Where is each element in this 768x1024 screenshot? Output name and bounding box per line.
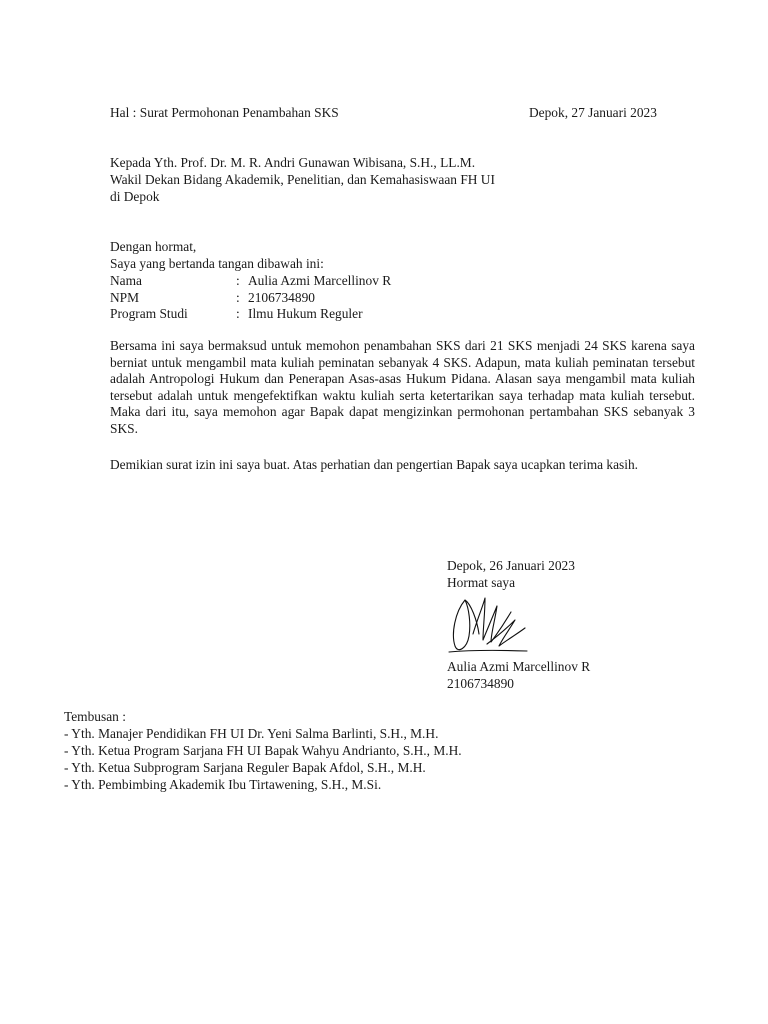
field-label: Nama xyxy=(110,273,142,288)
signer-name: Aulia Azmi Marcellinov R xyxy=(447,659,591,674)
greeting: Dengan hormat, xyxy=(110,239,197,254)
closing-place-date: Depok, 26 Januari 2023 xyxy=(447,558,575,573)
handwritten-signature xyxy=(447,590,537,660)
cc-heading: Tembusan : xyxy=(64,709,126,724)
field-colon: : xyxy=(236,290,240,305)
body-paragraph-closing: Demikian surat izin ini saya buat. Atas perhatian dan pengertian Bapak saya ucapkan terima kasih. xyxy=(110,457,639,472)
intro-sentence: Saya yang bertanda tangan dibawah ini: xyxy=(110,256,324,271)
cc-item: - Yth. Manajer Pendidikan FH UI Dr. Yeni Salma Barlinti, S.H., M.H. xyxy=(64,726,439,741)
cc-item: - Yth. Ketua Subprogram Sarjana Reguler Bapak Afdol, S.H., M.H. xyxy=(64,760,426,775)
cc-item: - Yth. Ketua Program Sarjana FH UI Bapak Wahyu Andrianto, S.H., M.H. xyxy=(64,743,462,758)
recipient-title: Wakil Dekan Bidang Akademik, Penelitian, dan Kemahasiswaan FH UI xyxy=(110,172,495,187)
field-value: 2106734890 xyxy=(248,290,315,305)
field-value: Ilmu Hukum Reguler xyxy=(248,306,363,321)
body-paragraph-request: Bersama ini saya bermaksud untuk memohon penambahan SKS dari 21 SKS menjadi 24 SKS karena saya berniat untuk mengambil mata kuliah peminatan sebanyak 4 SKS. Adapun, mata kuliah peminatan tersebut adalah Antropologi Hukum dan Penerapan Asas-asas Hukum Pidana. Alasan saya mengambil mata kuliah tersebut adalah untuk mengefektifkan waktu kuliah serta ketertarikan saya terhadap mata kuliah tersebut. Maka dari itu, saya memohon agar Bapak dapat mengizinkan permohonan pertambahan SKS sebanyak 3 SKS. xyxy=(110,338,695,436)
closing-block xyxy=(447,557,575,591)
field-label: Program Studi xyxy=(110,306,188,321)
field-value: Aulia Azmi Marcellinov R xyxy=(248,273,392,288)
recipient-name: Kepada Yth. Prof. Dr. M. R. Andri Gunawan Wibisana, S.H., LL.M. xyxy=(110,155,476,170)
closing-salutation: Hormat saya xyxy=(447,575,516,590)
field-colon: : xyxy=(236,273,240,288)
letter-place-date: Depok, 27 Januari 2023 xyxy=(529,105,657,120)
cc-item: - Yth. Pembimbing Akademik Ibu Tirtawening, S.H., M.Si. xyxy=(64,777,382,792)
cc-block xyxy=(64,708,462,793)
field-label: NPM xyxy=(110,290,140,305)
signer-block xyxy=(447,658,590,692)
signer-npm: 2106734890 xyxy=(447,676,514,691)
letter-subject: Hal : Surat Permohonan Penambahan SKS xyxy=(110,105,339,120)
recipient-location: di Depok xyxy=(110,189,160,204)
recipient-block xyxy=(110,154,495,205)
field-colon: : xyxy=(236,306,240,321)
opening-block xyxy=(110,238,324,272)
